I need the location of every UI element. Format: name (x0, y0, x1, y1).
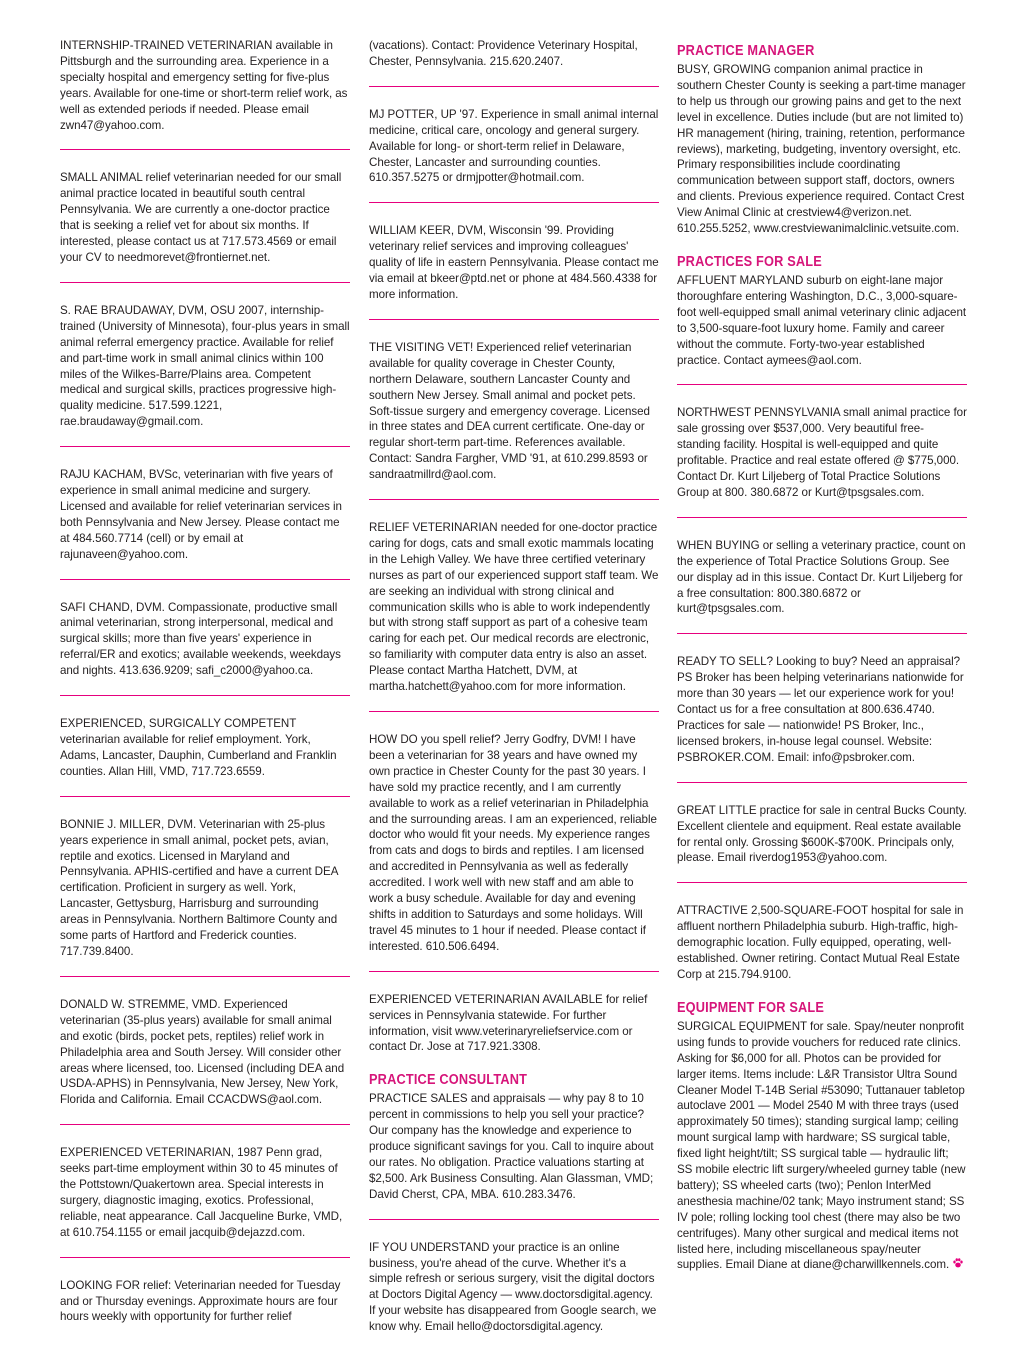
classified-ad: THE VISITING VET! Experienced relief veterinarian available for quality coverage in Chester County, northern Delaware, southern Lancaster County and southern New Jersey. Small animal and pocket pets. Soft-tissue surgery and emergency coverage. Licensed in three states and DEA current certificate. One-day or regular short-term part-time. References available. Contact: Sandra Fargher, VMD '91, at 610.299.8593 or sandraatmillrd@aol.com. (369, 340, 659, 500)
classified-ad: RAJU KACHAM, BVSc, veterinarian with five years of experience in small animal medicine and surgery. Licensed and available for relief veterinarian services in both Pennsylvania and New Jersey. Please contact me at 484.560.7714 (cell) or by email at rajunaveen@yahoo.com. (60, 467, 350, 579)
classified-ad: INTERNSHIP-TRAINED VETERINARIAN available in Pittsburgh and the surrounding area. Experience in a specialty hospital and emergency setting for five-plus years. Available for one-time or short-term relief work, as well as extended periods if needed. Please email zwn47@yahoo.com. (60, 38, 350, 150)
classified-ad: SAFI CHAND, DVM. Compassionate, productive small animal veterinarian, strong interpersonal, medical and surgical skills; more than five years' experience in referral/ER and exotics; available weekends, weekdays and nights. 413.636.9209; safi_c2000@yahoo.ca. (60, 600, 350, 697)
classified-ad: EXPERIENCED VETERINARIAN AVAILABLE for relief services in Pennsylvania statewide. For further information, visit www.veterinaryreliefservice.com or contact Dr. Jose at 717.921.3308. (369, 992, 648, 1054)
classified-ad: WHEN BUYING or selling a veterinary practice, count on the experience of Total Practice Solutions Group. See our display ad in this issue. Contact Dr. Kurt Liljeberg for a free consultation: 800.380.6872 or kurt@tpsgsales.com. (677, 538, 967, 635)
classified-ad: NORTHWEST PENNSYLVANIA small animal practice for sale grossing over $537,000. Very beautiful free-standing facility. Hospital is well-equipped and quite profitable. Practice and real estate offered @ $775,000. Contact Dr. Kurt Liljeberg of Total Practice Solutions Group at 800. 380.6872 or Kurt@tpsgsales.com. (677, 405, 967, 517)
section-practices-for-sale (677, 253, 967, 983)
classified-ad: HOW DO you spell relief? Jerry Godfry, DVM! I have been a veterinarian for 38 years and have owned my own practice in Chester County for the past 30 years. I have sold my practice recently, and I am currently available to work as a relief veterinarian in Philadelphia and the surrounding areas. I am an experienced, reliable doctor who would fit your needs. My experience ranges from cats and dogs to birds and reptiles. I am licensed and accredited in Pennsylvania as well as federally accredited. I work well with new staff and am able to work a busy schedule. Available for day and evening shifts in addition to Saturdays and some holidays. Will travel 45 minutes to 1 hour if needed. Please contact if interested. 610.506.6494. (369, 732, 659, 972)
section-heading: EQUIPMENT FOR SALE (677, 999, 825, 1016)
classified-ad: BUSY, GROWING companion animal practice in southern Chester County is seeking a part-time manager to help us through our growing pains and get to the next level in excellence. Duties include (but are not limited to) HR management (hiring, training, retention, performance reviews), marketing, budgeting, inventory oversight, etc. Primary responsibilities include coordinating communication between support staff, doctors, owners and clients. Previous experience required. Contact Crest View Animal Clinic at crestview4@verizon.net. 610.255.5252, www.crestviewanimalclinic.vetsuite.com. (677, 63, 966, 236)
classified-ad: BONNIE J. MILLER, DVM. Veterinarian with 25-plus years experience in small animal, pocket pets, avian, reptile and exotics. Licensed in Maryland and Pennsylvania. APHIS-certified and have a current DEA certification. Proficient in surgery as well. York, Lancaster, Gettysburg, Harrisburg and surrounding areas in Pennsylvania. Northern Baltimore County and some parts of Hartford and Frederick counties. 717.739.8400. (60, 817, 350, 977)
classified-ad: EXPERIENCED VETERINARIAN, 1987 Penn grad, seeks part-time employment within 30 to 45 minutes of the Pottstown/Quakertown area. Special interests in surgery, diagnostic imaging, exotics. Professional, reliable, neat appearance. Call Jacqueline Burke, VMD, at 610.754.1155 or email jacquib@dejazzd.com. (60, 1145, 350, 1257)
column-1 (60, 38, 350, 1341)
classified-ad: WILLIAM KEER, DVM, Wisconsin '99. Providing veterinary relief services and improving colleagues' quality of life in eastern Pennsylvania. Please contact me via email at bkeer@ptd.net or phone at 484.560.4338 for more information. (369, 223, 659, 320)
classified-ad-text: SURGICAL EQUIPMENT for sale. Spay/neuter nonprofit using funds to provide vouchers for reduced rate clinics. Asking for $6,000 for all. Photos can be provided for larger items. Items include: L&R Transistor Ultra Sound Cleaner Model T-14B Serial #53090; Tuttanauer tabletop autoclave 2001 — Model 2540 M with three trays (used approximately 50 times); standing surgical lamp; ceiling mount surgical lamp with hardware; SS surgical table, fixed light height/tilt; SS surgical table — hydraulic lift; SS mobile electric lift surgery/wheeled gurney table (new battery); SS wheeled carts (two); Penlon InterMed anesthesia machine/02 tank; Mayo instrument stand; SS IV pole; rolling locking tool chest (there may also be two centrifuges). Many other surgical and medical items not listed here, including miscellaneous spay/neuter supplies. Email Diane at diane@charwillkennels.com. (677, 1019, 966, 1272)
classified-ad (677, 1019, 967, 1274)
section-heading: PRACTICES FOR SALE (677, 253, 822, 270)
classified-ad: MJ POTTER, UP '97. Experience in small animal internal medicine, critical care, oncology and general surgery. Available for long- or short-term relief in Delaware, Chester, Lancaster and surrounding counties. 610.357.5275 or drmjpotter@hotmail.com. (369, 107, 659, 204)
classified-ad: IF YOU UNDERSTAND your practice is an online business, you're ahead of the curve. Whether it's a simple refresh or serious surgery, visit the digital doctors at Doctors Digital Agency — www.doctorsdigital.agency. If your website has disappeared from Google search, we know why. Email hello@doctorsdigital.agency. (369, 1240, 657, 1334)
section-practice-consultant (369, 1071, 659, 1335)
column-3 (677, 42, 967, 1289)
classified-ad: AFFLUENT MARYLAND suburb on eight-lane major thoroughfare entering Washington, D.C., 3,000-square-foot well-equipped small animal veterinary clinic adjacent to 3,500-square-foot luxury home. Family and career without the commute. Forty-two-year established practice. Contact aymees@aol.com. (677, 273, 967, 385)
classified-ad: READY TO SELL? Looking to buy? Need an appraisal? PS Broker has been helping veterinarians nationwide for more than 30 years — let our experience work for you! Contact us for a free consultation at 800.636.4740. Practices for sale — nationwide! PS Broker, Inc., licensed brokers, in-house legal counsel. Website: PSBROKER.COM. Email: info@psbroker.com. (677, 654, 967, 782)
classified-ad: S. RAE BRAUDAWAY, DVM, OSU 2007, internship-trained (University of Minnesota), four-plus years in small animal referral emergency practice. Available for relief and part-time work in small animal clinics within 100 miles of the Wilkes-Barre/Plains area. Competent medical and surgical skills, practices progressive high-quality medicine. 517.599.1221, rae.braudaway@gmail.com. (60, 303, 350, 447)
section-equipment-for-sale (677, 999, 967, 1274)
classified-ad: (vacations). Contact: Providence Veterinary Hospital, Chester, Pennsylvania. 215.620.2407. (369, 38, 659, 87)
classified-ad: PRACTICE SALES and appraisals — why pay 8 to 10 percent in commissions to help you sell your practice? Our company has the knowledge and experience to produce significant savings for you. Call to inquire about our rates. No obligation. Practice valuations starting at $2,500. Ark Business Consulting. Alan Glassman, VMD; David Cherst, CPA, MBA. 610.283.3476. (369, 1091, 659, 1219)
classified-ad: EXPERIENCED, SURGICALLY COMPETENT veterinarian available for relief employment. York, Adams, Lancaster, Dauphin, Cumberland and Franklin counties. Allan Hill, VMD, 717.723.6559. (60, 716, 350, 797)
section-practice-manager (677, 42, 967, 237)
column-2 (369, 38, 659, 1351)
classified-ad: RELIEF VETERINARIAN needed for one-doctor practice caring for dogs, cats and small exotic mammals locating in the Lehigh Valley. We have three certified veterinary nurses as part of our experienced support staff team. We are seeking an individual with strong clinical and communication skills who is able to work independently but with strong staff support as part of a cohesive team caring for each pet. Our medical records are electronic, so familiarity with computer data entry is also an asset. Please contact Martha Hatchett, DVM, at martha.hatchett@yahoo.com for more information. (369, 520, 659, 712)
paw-print-icon (952, 1257, 964, 1269)
section-heading: PRACTICE MANAGER (677, 43, 815, 59)
classified-ad: DONALD W. STREMME, VMD. Experienced veterinarian (35-plus years) available for small animal and exotic (birds, pocket pets, reptiles) relief work in Philadelphia area and South Jersey. Will consider other areas where licensed, too. Licensed (including DEA and USDA-APHS) in Pennsylvania, New Jersey, New York, Florida and California. Email CCACDWS@aol.com. (60, 997, 350, 1125)
classified-ad: LOOKING FOR relief: Veterinarian needed for Tuesday and or Thursday evenings. Approximate hours are four hours weekly with opportunity for further relief (60, 1278, 341, 1324)
classified-ad: GREAT LITTLE practice for sale in central Bucks County. Excellent clientele and equipment. Real estate available for rental only. Grossing $600K-$700K. Principals only, please. Email riverdog1953@yahoo.com. (677, 803, 967, 884)
classified-ad: ATTRACTIVE 2,500-SQUARE-FOOT hospital for sale in affluent northern Philadelphia suburb. High-traffic, high-demographic location. Fully equipped, operating, well-established. Owner retiring. Contact Mutual Real Estate Corp at 215.794.9100. (677, 904, 964, 981)
classified-ad: SMALL ANIMAL relief veterinarian needed for our small animal practice located in beautiful south central Pennsylvania. We are currently a one-doctor practice that is seeking a relief vet for about six months. If interested, please contact us at 717.573.4569 or email your CV to needmorevet@frontiernet.net. (60, 170, 350, 282)
section-heading: PRACTICE CONSULTANT (369, 1072, 528, 1089)
